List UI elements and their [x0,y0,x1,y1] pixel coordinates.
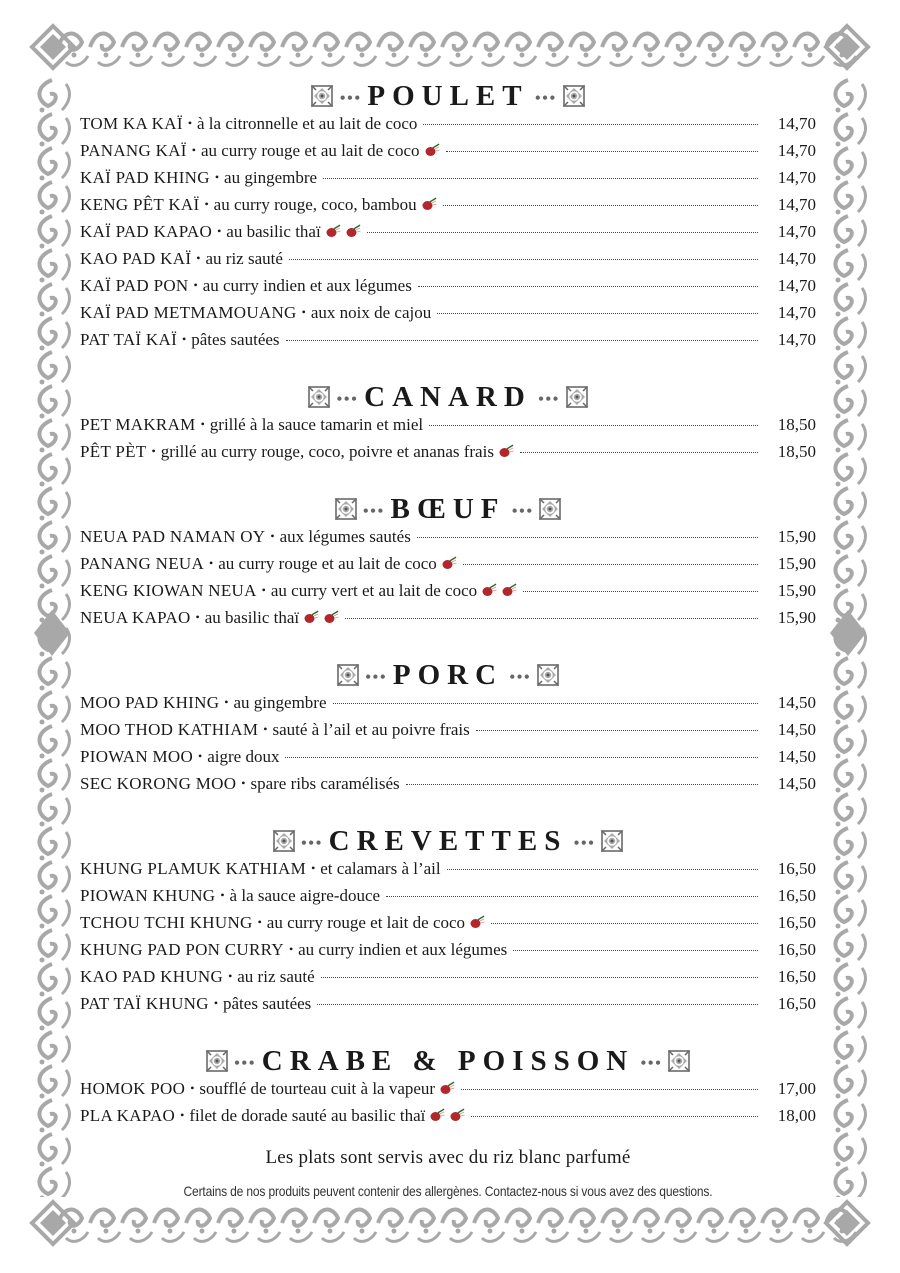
ornament-square-icon [601,830,623,852]
menu-item [80,994,816,1021]
dish-name: PET MAKRAM [80,415,196,434]
ornamental-border-right [826,70,870,1197]
ornament-square-icon [668,1050,690,1072]
menu-section [80,823,816,1021]
dish-name: PLA KAPAO [80,1106,176,1125]
menu-item [80,1079,816,1106]
dot-leader [463,564,758,565]
menu-item [80,693,816,720]
menu-section [80,379,816,469]
ornament-square-icon [563,85,585,107]
menu-item [80,141,816,168]
ornament-square-icon [337,664,359,686]
bullet-separator: • [204,197,209,211]
dish-description: au gingembre [224,168,318,187]
chili-pepper-icon [345,224,361,238]
heading-dots-right: ••• [537,388,560,409]
dot-leader [418,286,758,287]
chili-pepper-icon [501,583,517,597]
dish-name: PIOWAN KHUNG [80,886,216,905]
heading-dots-right: ••• [509,666,531,687]
chili-pepper-icon [449,1108,465,1122]
dot-leader [386,896,758,897]
dish-price: 14,50 [777,720,816,739]
menu-item [80,774,816,801]
menu-item [80,1106,816,1133]
dish-name: KAO PAD KHUNG [80,967,224,986]
menu-item [80,747,816,774]
dish-description: soufflé de tourteau cuit à la vapeur [199,1079,436,1098]
menu-item [80,249,816,276]
dish-name: KAÏ PAD METMAMOUANG [80,303,297,322]
dish-description: et calamars à l’ail [320,859,441,878]
dish-description: au curry vert et au lait de coco [270,581,478,600]
ornamental-border-left [30,70,74,1197]
dish-description: spare ribs caramélisés [250,774,400,793]
heading-dots-left: ••• [362,500,385,521]
bullet-separator: • [301,305,306,319]
dish-name: KAÏ PAD PON [80,276,189,295]
bullet-separator: • [209,556,214,570]
menu-item [80,527,816,554]
bullet-separator: • [217,224,222,238]
heading-dots-left: ••• [365,666,387,687]
dot-leader [437,313,758,314]
menu-section [80,491,816,635]
dish-price: 16,50 [777,913,816,932]
section-heading [80,379,816,415]
heading-dots-left: ••• [300,832,323,853]
bullet-separator: • [180,1108,185,1122]
bullet-separator: • [151,444,156,458]
bullet-separator: • [193,278,198,292]
menu-section [80,1043,816,1133]
chili-pepper-icon [441,556,457,570]
dish-price: 14,50 [777,693,816,712]
dish-name: MOO PAD KHING [80,693,220,712]
menu-item [80,415,816,442]
dish-description: au curry rouge, coco, bambou [213,195,417,214]
ornament-square-icon [206,1050,228,1072]
menu-section [80,78,816,357]
dish-name: KHUNG PLAMUK KATHIAM [80,859,307,878]
dish-name: SEC KORONG MOO [80,774,237,793]
bullet-separator: • [182,332,187,346]
dot-leader [317,1004,758,1005]
dish-description: aux légumes sautés [279,527,411,546]
dot-leader [406,784,758,785]
ornamental-border-bottom [28,1198,872,1248]
dot-leader [285,757,758,758]
dish-name: KAO PAD KAÏ [80,249,192,268]
dish-price: 17,00 [777,1079,816,1098]
menu-item [80,967,816,994]
dish-name: HOMOK POO [80,1079,186,1098]
bullet-separator: • [196,251,201,265]
dish-price: 14,70 [777,249,816,268]
dish-price: 18,50 [777,442,816,461]
dish-price: 15,90 [777,581,816,600]
dish-description: à la sauce aigre-douce [229,886,381,905]
menu-item [80,608,816,635]
dish-price: 14,70 [777,141,816,160]
dot-leader [321,977,758,978]
ornament-square-icon [273,830,295,852]
section-heading [80,78,816,114]
dot-leader [417,537,758,538]
dish-price: 15,90 [777,554,816,573]
dot-leader [491,923,758,924]
section-title: CREVETTES [328,824,568,857]
menu-item [80,859,816,886]
dish-description: sauté à l’ail et au poivre frais [272,720,470,739]
dish-description: au curry indien et aux légumes [298,940,508,959]
dish-price: 14,50 [777,774,816,793]
section-title: POULET [367,79,529,112]
bullet-separator: • [241,776,246,790]
bullet-separator: • [228,969,233,983]
dish-name: KAÏ PAD KHING [80,168,210,187]
bullet-separator: • [220,888,225,902]
dot-leader [286,340,758,341]
dish-description: grillé à la sauce tamarin et miel [209,415,424,434]
dish-description: au curry indien et aux légumes [202,276,412,295]
section-title: CRABE & POISSON [261,1044,635,1077]
bullet-separator: • [213,996,219,1010]
dish-description: au basilic thaï [226,222,321,241]
chili-pepper-icon [421,197,437,211]
dot-leader [367,232,758,233]
menu-item [80,276,816,303]
bullet-separator: • [190,1081,195,1095]
heading-dots-right: ••• [534,87,557,108]
dish-price: 14,70 [777,114,816,133]
dish-description: filet de dorade sauté au basilic thaï [189,1106,426,1125]
menu-section [80,657,816,801]
chili-pepper-icon [481,583,497,597]
dish-description: pâtes sautées [223,994,312,1013]
bullet-separator: • [224,695,229,709]
bullet-separator: • [191,143,196,157]
menu-item [80,114,816,141]
section-title: CANARD [364,380,532,413]
bullet-separator: • [261,583,266,597]
dot-leader [446,151,759,152]
dish-price: 18,00 [777,1106,816,1125]
dish-name: PIOWAN MOO [80,747,194,766]
dot-leader [423,124,758,125]
dish-name: PÊT PÈT [80,442,147,461]
dot-leader [289,259,758,260]
dish-description: au basilic thaï [204,608,300,627]
dish-name: MOO THOD KATHIAM [80,720,259,739]
heading-dots-left: ••• [336,388,359,409]
dish-name: KENG KIOWAN NEUA [80,581,257,600]
dish-name: PANANG NEUA [80,554,205,573]
dish-price: 14,70 [777,168,816,187]
dish-name: TCHOU TCHI KHUNG [80,913,253,932]
dot-leader [447,869,758,870]
ornament-square-icon [539,498,561,520]
chili-pepper-icon [424,143,440,157]
allergen-note: Certains de nos produits peuvent contenir des allergènes. Contactez-nous si vous avez des questions. [183,1183,713,1199]
bullet-separator: • [311,861,316,875]
menu-item [80,442,816,469]
ornamental-border-top [28,22,872,72]
menu-item [80,886,816,913]
dish-description: aigre doux [207,747,280,766]
menu-item [80,581,816,608]
bullet-separator: • [288,942,294,956]
dish-price: 14,70 [777,276,816,295]
dish-description: aux noix de cajou [310,303,432,322]
section-title: PORC [392,658,504,691]
dish-description: grillé au curry rouge, coco, poivre et ananas frais [160,442,494,461]
ornament-square-icon [537,664,559,686]
dish-price: 14,70 [777,330,816,349]
dot-leader [523,591,758,592]
dish-price: 16,50 [777,940,816,959]
dish-description: au curry rouge et au lait de coco [200,141,420,160]
heading-dots-left: ••• [339,87,362,108]
dish-name: KAÏ PAD KAPAO [80,222,213,241]
heading-dots-right: ••• [573,832,596,853]
section-heading [80,657,816,693]
dot-leader [476,730,758,731]
ornament-square-icon [566,386,588,408]
dish-name: KENG PÊT KAÏ [80,195,200,214]
dish-price: 16,50 [777,994,816,1013]
dish-name: PAT TAÏ KAÏ [80,330,178,349]
dish-description: pâtes sautées [191,330,280,349]
ornament-square-icon [308,386,330,408]
dish-price: 14,70 [777,303,816,322]
dish-description: au riz sauté [205,249,283,268]
heading-dots-right: ••• [640,1052,663,1073]
dot-leader [520,452,758,453]
menu-item [80,940,816,967]
menu-item [80,913,816,940]
chili-pepper-icon [323,610,339,624]
dish-name: PANANG KAÏ [80,141,187,160]
dish-name: NEUA KAPAO [80,608,191,627]
dish-price: 14,70 [777,195,816,214]
section-heading [80,1043,816,1079]
chili-pepper-icon [469,915,485,929]
chili-pepper-icon [439,1081,455,1095]
dish-price: 15,90 [777,608,816,627]
dish-price: 18,50 [777,415,816,434]
menu-item [80,222,816,249]
section-title: BŒUF [390,492,506,525]
dish-price: 16,50 [777,859,816,878]
dot-leader [333,703,759,704]
bullet-separator: • [214,170,220,184]
served-with-rice-note: Les plats sont servis avec du riz blanc parfumé [265,1147,631,1168]
dot-leader [345,618,758,619]
heading-dots-left: ••• [233,1052,256,1073]
menu-content [80,78,816,1199]
menu-item [80,554,816,581]
chili-pepper-icon [429,1108,445,1122]
dish-price: 15,90 [777,527,816,546]
dish-name: PAT TAÏ KHUNG [80,994,209,1013]
dish-name: KHUNG PAD PON CURRY [80,940,284,959]
menu-item [80,720,816,747]
menu-item [80,330,816,357]
dot-leader [471,1116,758,1117]
bullet-separator: • [198,749,203,763]
dot-leader [513,950,758,951]
bullet-separator: • [270,529,275,543]
dish-description: au curry rouge et lait de coco [266,913,466,932]
chili-pepper-icon [325,224,341,238]
dish-description: au gingembre [233,693,327,712]
dish-description: à la citronnelle et au lait de coco [197,114,418,133]
dish-price: 14,70 [777,222,816,241]
heading-dots-right: ••• [511,500,534,521]
dish-description: au riz sauté [237,967,315,986]
ornament-square-icon [311,85,333,107]
menu-item [80,303,816,330]
dish-description: au curry rouge et au lait de coco [218,554,437,573]
bullet-separator: • [257,915,262,929]
dish-price: 14,50 [777,747,816,766]
section-heading [80,823,816,859]
chili-pepper-icon [303,610,319,624]
ornament-square-icon [335,498,357,520]
chili-pepper-icon [498,444,514,458]
dot-leader [443,205,758,206]
dot-leader [429,425,758,426]
menu-item [80,195,816,222]
bullet-separator: • [187,116,193,130]
dish-price: 16,50 [777,967,816,986]
dish-price: 16,50 [777,886,816,905]
dish-name: NEUA PAD NAMAN OY [80,527,266,546]
menu-item [80,168,816,195]
dot-leader [461,1089,758,1090]
bullet-separator: • [195,610,200,624]
dot-leader [323,178,758,179]
dish-name: TOM KA KAÏ [80,114,183,133]
section-heading [80,491,816,527]
bullet-separator: • [263,722,268,736]
bullet-separator: • [200,417,205,431]
